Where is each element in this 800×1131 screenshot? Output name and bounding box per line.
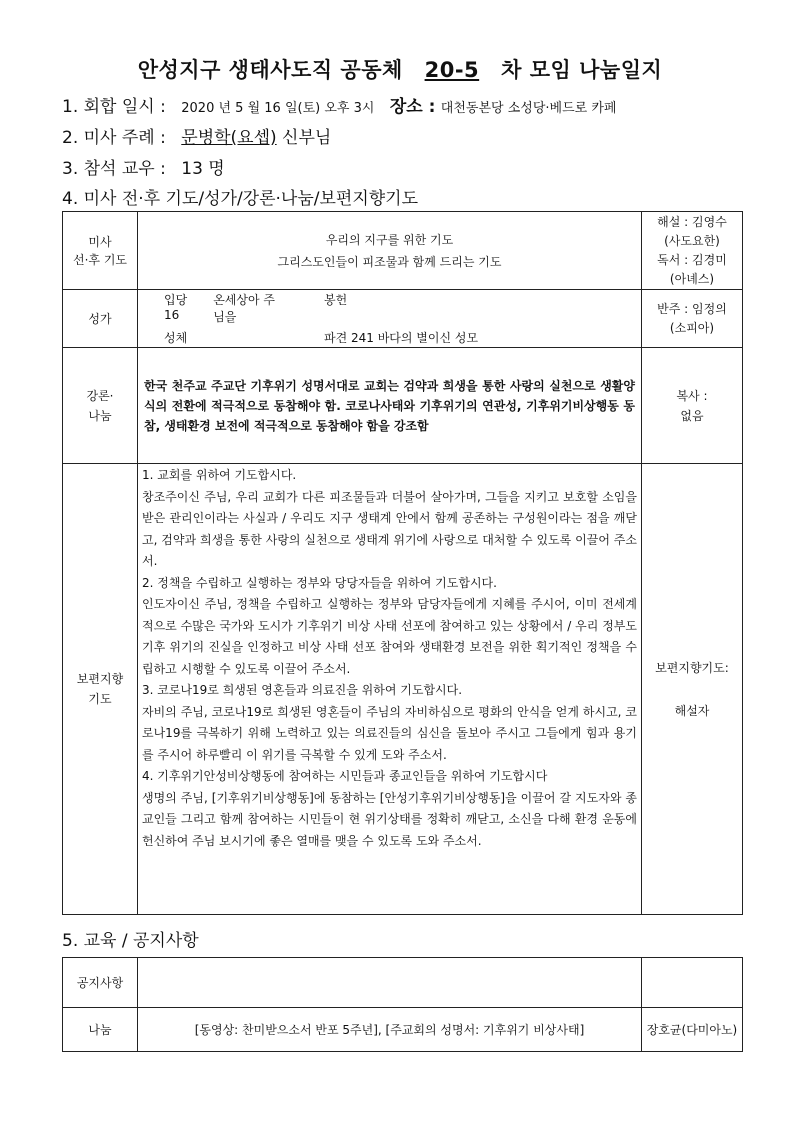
prayer-roles: 해설 : 김영수 (사도요한) 독서 : 김경미 (아녜스) bbox=[642, 212, 743, 290]
song-entry-title: 온세상아 주님을 bbox=[213, 293, 275, 324]
prayer-line-2: 그리스도인들이 피조물과 함께 드리는 기도 bbox=[277, 254, 502, 269]
notice-value bbox=[138, 958, 642, 1008]
intercession-content bbox=[138, 464, 642, 915]
mass-celebrant-suffix: 신부님 bbox=[276, 128, 332, 148]
song-closing-title: 파견 241 바다의 별이신 성모 bbox=[324, 331, 479, 345]
intercession-heading-3: 3. 코로나19로 희생된 영혼들과 의료진을 위하여 기도합시다. bbox=[142, 683, 463, 697]
mass-label: 2. 미사 주례 : bbox=[62, 128, 166, 148]
homily-content bbox=[138, 348, 642, 464]
homily-label: 강론· 나눔 bbox=[63, 348, 138, 464]
prayer-line-1: 우리의 지구를 위한 기도 bbox=[325, 232, 454, 247]
intercession-row bbox=[63, 464, 743, 915]
homily-text: 한국 천주교 주교단 기후위기 성명서대로 교회는 검약과 희생을 통한 사랑의 실천으로 생활양식의 전환에 적극적으로 동참해야 함. 코로나사태와 기후위기의 연관성, 기후위기비상행동 동참, 생태환경 보전에 적극적으로 동참해야 함을 강조함 bbox=[144, 378, 635, 433]
attendance-value: 13 명 bbox=[181, 159, 225, 179]
mass-table bbox=[62, 211, 743, 915]
mass-celebrant: 문병학(요셉) bbox=[181, 128, 277, 148]
intercession-roles bbox=[642, 464, 743, 915]
intercession-heading-1: 1. 교회를 위하여 기도합시다. bbox=[142, 468, 297, 482]
document-title bbox=[0, 54, 800, 84]
prayer-row bbox=[63, 212, 743, 290]
section4-title: 4. 미사 전·후 기도/성가/강론·나눔/보편지향기도 bbox=[62, 189, 419, 209]
notice-row bbox=[63, 958, 743, 1008]
intercession-heading-4: 4. 기후위기안성비상행동에 참여하는 시민들과 종교인들을 위하여 기도합시다 bbox=[142, 769, 548, 783]
intercession-body-1: 창조주이신 주님, 우리 교회가 다른 피조물들과 더불어 살아가며, 그들을 지키고 보호할 소임을 받은 관리인이라는 사실과 / 우리도 지구 생태계 안에서 함께 공존하는 구성원이라는 점을 깨닫고, 검약과 희생을 통한 사랑의 실천으로 생태계 위기에 사랑으로 대처할 수 있도록 이끌어 주소서. bbox=[142, 489, 637, 568]
place-value: 대천동본당 소성당·베드로 카페 bbox=[440, 101, 617, 116]
homily-server: 복사 : 없음 bbox=[642, 348, 743, 464]
mass-celebrant-line bbox=[62, 123, 331, 148]
sharing-label: 나눔 bbox=[63, 1008, 138, 1052]
prayer-label: 미사 선·후 기도 bbox=[63, 212, 138, 290]
date-label: 1. 회합 일시 : bbox=[62, 97, 166, 117]
intercession-body-3: 자비의 주님, 코로나19로 희생된 영혼들이 주님의 자비하심으로 평화의 안식을 얻게 하시고, 코로나19를 극복하기 위해 노력하고 있는 의료진들의 심신을 돌보아 주시고 그들에게 힘과 용기를 주시어 하루빨리 이 위기를 극복할 수 있게 도와 주소서. bbox=[142, 704, 637, 762]
sharing-value: [동영상: 찬미받으소서 반포 5주년], [주교회의 성명서: 기후위기 비상사태] bbox=[138, 1008, 642, 1052]
intercession-right-line2: 해설자 bbox=[674, 704, 710, 718]
sharing-row bbox=[63, 1008, 743, 1052]
song-label: 성가 bbox=[63, 290, 138, 348]
song-entry-label: 입당 16 bbox=[164, 293, 188, 322]
title-suffix: 차 모임 나눔일지 bbox=[501, 58, 663, 82]
intercession-right-line1: 보편지향기도: bbox=[655, 661, 729, 675]
song-content bbox=[138, 290, 642, 348]
notice-label: 공지사항 bbox=[63, 958, 138, 1008]
meeting-number: 20-5 bbox=[424, 58, 480, 82]
intercession-label: 보편지향 기도 bbox=[63, 464, 138, 915]
intercession-body-2: 인도자이신 주님, 정책을 수립하고 실행하는 정부와 담당자들에게 지혜를 주시어, 이미 전세계적으로 수많은 국가와 도시가 기후위기 비상 사태 선포에 참여하고 있는 상황에서 / 우리 정부도 기후 위기의 진실을 인정하고 비상 사태 선포 참여와 생태환경 보전을 위한 획기적인 정책을 수립하고 시행할 수 있도록 이끌어 주소서. bbox=[142, 597, 637, 676]
title-prefix: 안성지구 생태사도직 공동체 bbox=[137, 58, 403, 82]
notice-table bbox=[62, 957, 743, 1052]
prayer-content bbox=[138, 212, 642, 290]
meeting-date-line bbox=[62, 92, 616, 117]
date-value: 2020 년 5 월 16 일(토) 오후 3시 bbox=[181, 101, 375, 116]
song-accompanist: 반주 : 임정의 (소피아) bbox=[642, 290, 743, 348]
attendance-line bbox=[62, 154, 225, 179]
place-label: 장소 : bbox=[389, 97, 436, 117]
song-row bbox=[63, 290, 743, 348]
attendance-label: 3. 참석 교우 : bbox=[62, 159, 166, 179]
song-communion-label: 성체 bbox=[164, 331, 188, 345]
section5-title: 5. 교육 / 공지사항 bbox=[62, 931, 199, 951]
intercession-body-4: 생명의 주님, [기후위기비상행동]에 동참하는 [안성기후위기비상행동]을 이끌어 갈 지도자와 종교인들 그리고 함께 참여하는 시민들이 현 위기상태를 정확히 깨닫고, 소신을 다해 환경 운동에 헌신하여 주님 보시기에 좋은 열매를 맺을 수 있도록 도와 주소서. bbox=[142, 790, 637, 848]
homily-row bbox=[63, 348, 743, 464]
song-offertory-label: 봉헌 bbox=[324, 293, 348, 307]
sharing-right: 장호균(다미아노) bbox=[642, 1008, 743, 1052]
intercession-heading-2: 2. 정책을 수립하고 실행하는 정부와 당당자들을 위하여 기도합시다. bbox=[142, 575, 497, 590]
notice-right bbox=[642, 958, 743, 1008]
